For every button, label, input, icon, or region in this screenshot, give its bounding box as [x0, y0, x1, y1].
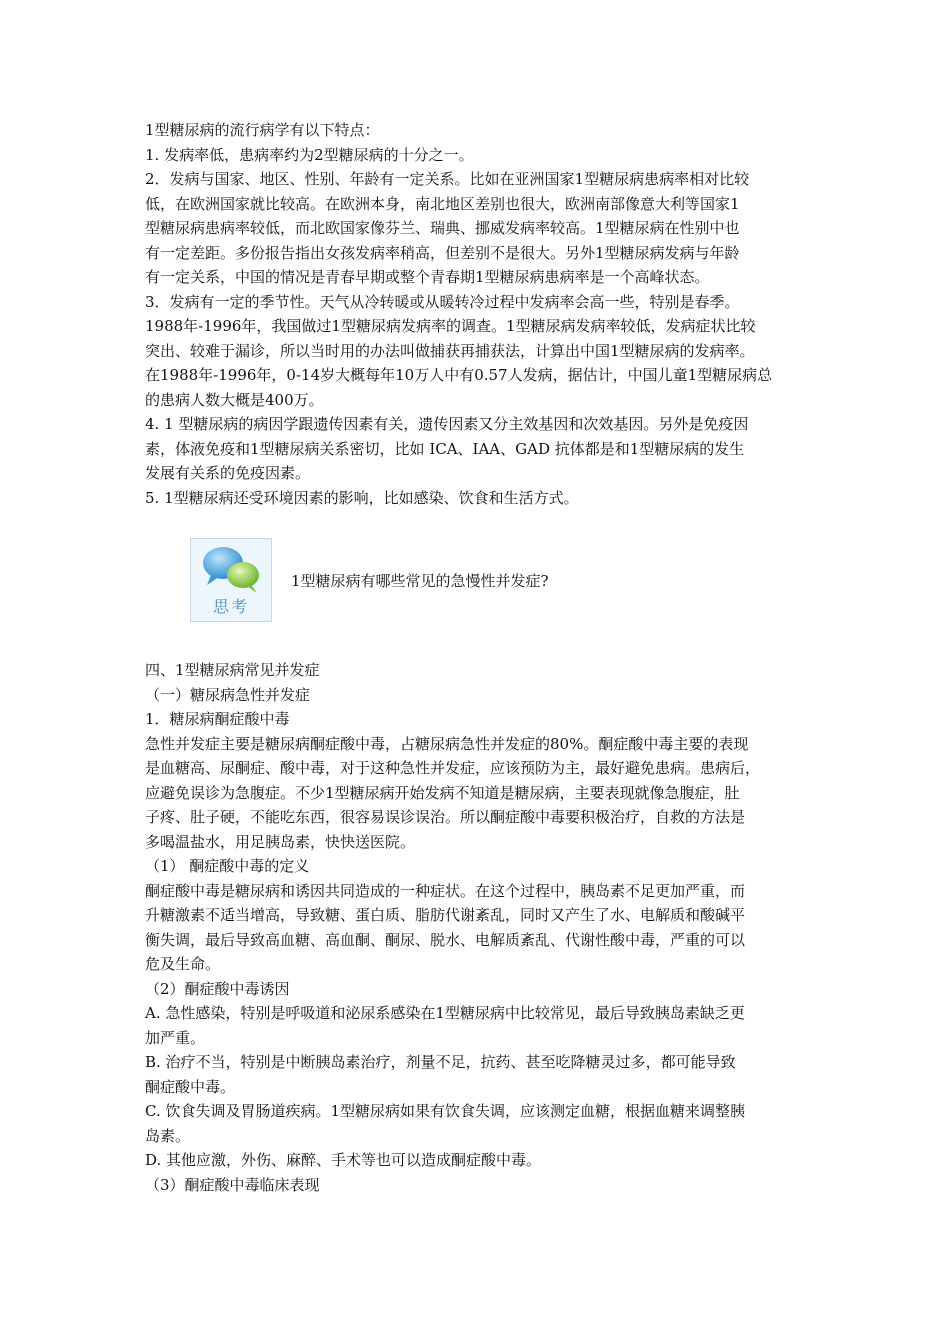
epidemiology-section — [145, 118, 815, 510]
text-line: 低，在欧洲国家就比较高。在欧洲本身，南北地区差别也很大，欧洲南部像意大利等国家1 — [145, 194, 740, 213]
text-line: 型糖尿病患病率较低，而北欧国家像芬兰、瑞典、挪威发病率较高。1型糖尿病在性别中也 — [145, 219, 740, 237]
think-question: 1型糖尿病有哪些常见的急慢性并发症? — [291, 572, 549, 590]
text-line: 有一定差距。多份报告指出女孩发病率稍高，但差别不是很大。另外1型糖尿病发病与年龄 — [145, 243, 740, 262]
text-line: A. 急性感染，特别是呼吸道和泌尿系感染在1型糖尿病中比较常见，最后导致胰岛素缺乏更 — [145, 1004, 745, 1022]
text-line: 素，体液免疫和1型糖尿病关系密切，比如 ICA、IAA、GAD 抗体都是和1型糖尿病的发生 — [145, 439, 745, 458]
section-heading: 四、1型糖尿病常见并发症 — [145, 661, 320, 679]
text-line: 子疼、肚子硬，不能吃东西，很容易误诊误治。所以酮症酸中毒要积极治疗，自救的方法是 — [145, 808, 746, 826]
text-line: 升糖激素不适当增高，导致糖、蛋白质、脂肪代谢紊乱，同时又产生了水、电解质和酸碱平 — [145, 906, 746, 924]
think-chat-bubbles-icon — [190, 538, 272, 622]
text-line: 发展有关系的免疫因素。 — [145, 464, 311, 482]
text-line: 突出、较难于漏诊，所以当时用的办法叫做捕获再捕获法，计算出中国1型糖尿病的发病率。 — [145, 341, 755, 360]
think-callout — [145, 510, 815, 650]
text-line: 酮症酸中毒。 — [145, 1077, 236, 1096]
subsection-heading: （3）酮症酸中毒临床表现 — [145, 1175, 320, 1194]
text-line: 是血糖高、尿酮症、酸中毒，对于这种急性并发症，应该预防为主，最好避免患病。患病后， — [145, 759, 761, 777]
subsection-heading: （一）糖尿病急性并发症 — [145, 685, 311, 704]
text-line: 急性并发症主要是糖尿病酮症酸中毒，占糖尿病急性并发症的80%。酮症酸中毒主要的表现 — [145, 734, 749, 753]
text-line: B. 治疗不当，特别是中断胰岛素治疗，剂量不足，抗药、甚至吃降糖灵过多，都可能导致 — [145, 1053, 736, 1071]
subsection-heading: （2）酮症酸中毒诱因 — [145, 979, 290, 998]
text-line: 1型糖尿病的流行病学有以下特点： — [145, 121, 380, 139]
text-line: 加严重。 — [145, 1028, 206, 1047]
text-line: 的患病人数大概是400万。 — [145, 390, 324, 409]
complications-section — [145, 658, 815, 1197]
text-line: 3．发病有一定的季节性。天气从冷转暖或从暖转冷过程中发病率会高一些，特别是春季。 — [145, 292, 740, 311]
text-line: 2．发病与国家、地区、性别、年龄有一定关系。比如在亚洲国家1型糖尿病患病率相对比较 — [145, 170, 750, 188]
document-page — [145, 118, 815, 1197]
text-line: 5. 1型糖尿病还受环境因素的影响，比如感染、饮食和生活方式。 — [145, 488, 579, 507]
text-line: D. 其他应激，外伤、麻醉、手术等也可以造成酮症酸中毒。 — [145, 1151, 542, 1169]
text-line: C. 饮食失调及胃肠道疾病。1型糖尿病如果有饮食失调，应该测定血糖，根据血糖来调整胰 — [145, 1102, 746, 1120]
text-line: 岛素。 — [145, 1126, 191, 1145]
subsection-heading: （1） 酮症酸中毒的定义 — [145, 857, 310, 875]
text-line: 1. 发病率低，患病率约为2型糖尿病的十分之一。 — [145, 145, 474, 164]
text-line: 应避免误诊为急腹症。不少1型糖尿病开始发病不知道是糖尿病，主要表现就像急腹症，肚 — [145, 783, 740, 802]
text-line: 1988年-1996年，我国做过1型糖尿病发病率的调查。1型糖尿病发病率较低，发病症状比较 — [145, 317, 756, 335]
text-line: 危及生命。 — [145, 955, 221, 973]
text-line: 衡失调，最后导致高血糖、高血酮、酮尿、脱水、电解质紊乱、代谢性酸中毒，严重的可以 — [145, 930, 746, 949]
text-line: 在1988年-1996年，0-14岁大概每年10万人中有0.57人发病，据估计，中国儿童1型糖尿病总 — [145, 366, 773, 384]
think-label: 思考 — [212, 597, 249, 616]
text-line: 4. 1 型糖尿病的病因学跟遗传因素有关，遗传因素又分主效基因和次效基因。另外是免疫因 — [145, 415, 749, 433]
text-line: 多喝温盐水，用足胰岛素，快快送医院。 — [145, 832, 416, 851]
text-line: 有一定关系，中国的情况是青春早期或整个青春期1型糖尿病患病率是一个高峰状态。 — [145, 268, 710, 286]
text-line: 酮症酸中毒是糖尿病和诱因共同造成的一种症状。在这个过程中，胰岛素不足更加严重，而 — [145, 881, 746, 900]
subsection-heading: 1．糖尿病酮症酸中毒 — [145, 710, 290, 728]
